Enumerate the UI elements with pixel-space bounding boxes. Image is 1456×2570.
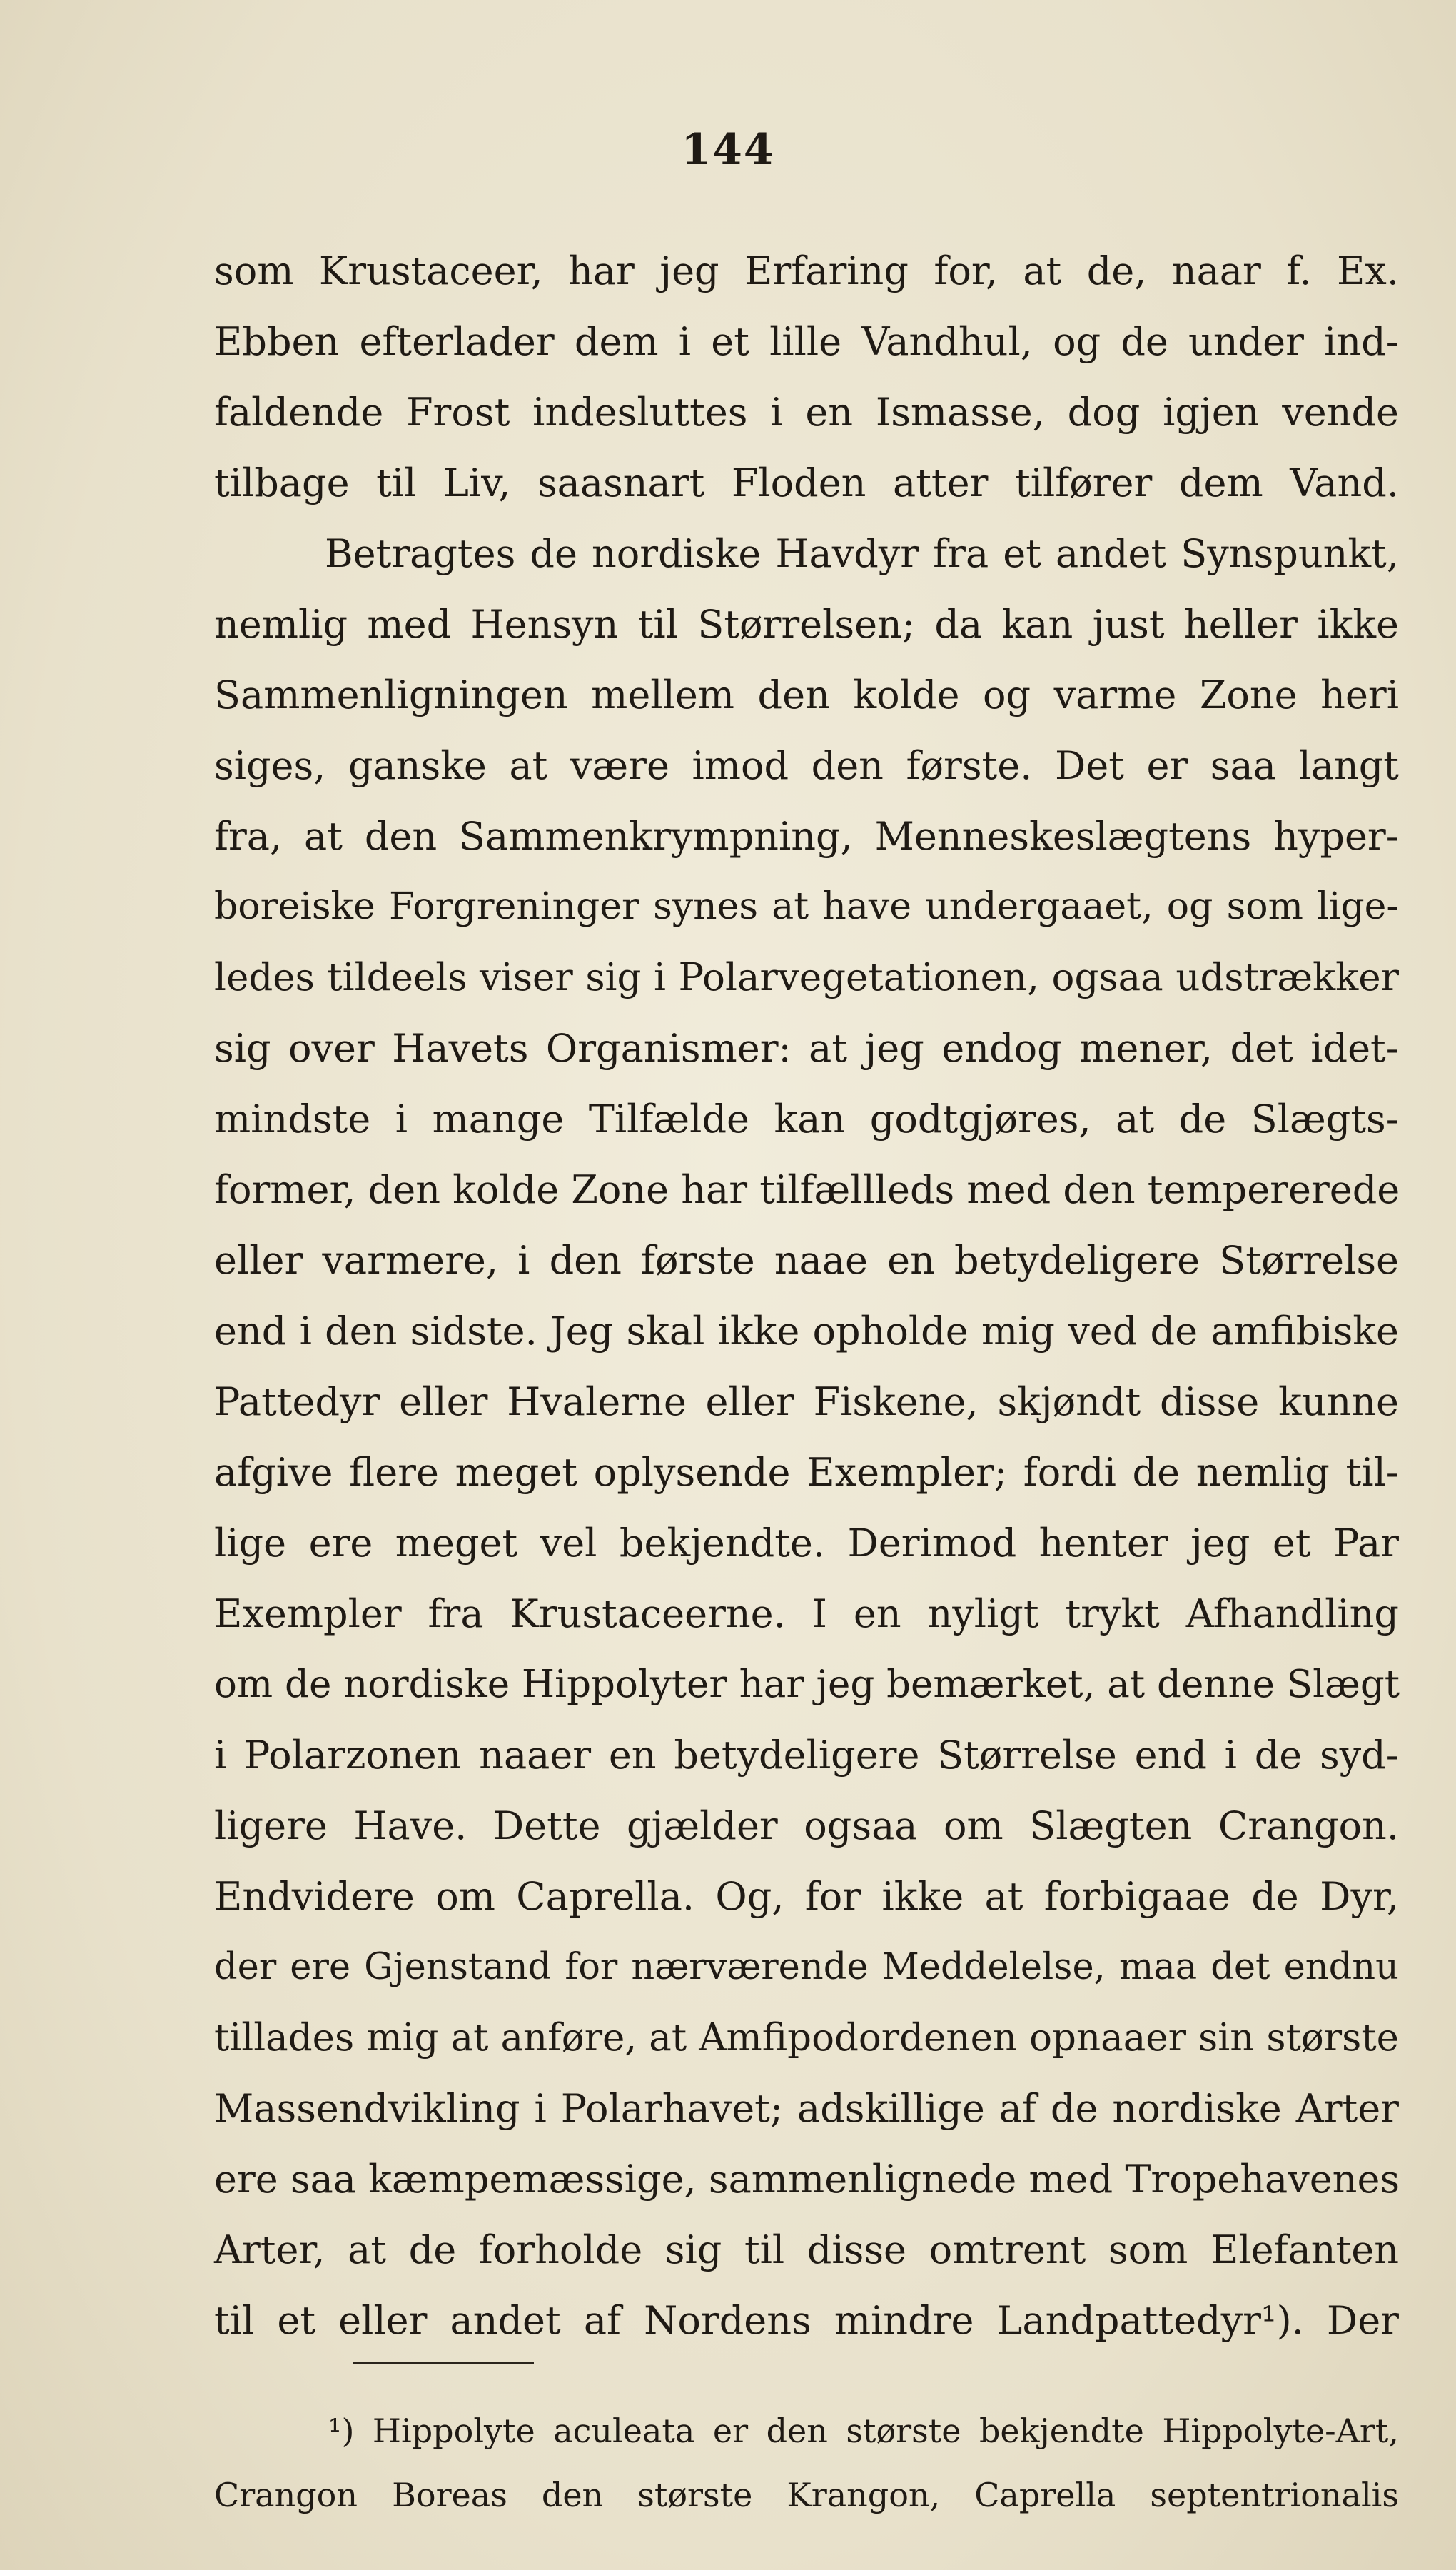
- text-line: til et eller andet af Nordens mindre Landpattedyr¹). Der: [214, 2298, 1399, 2343]
- text-line: i Polarzonen naaer en betydeligere Størrelse end i de syd-: [214, 1733, 1399, 1778]
- text-line: tilbage til Liv, saasnart Floden atter tilfører dem Vand.: [214, 460, 1399, 505]
- text-line: faldende Frost indesluttes i en Ismasse, dog igjen vende: [214, 390, 1399, 435]
- text-line: der ere Gjenstand for nærværende Meddelelse, maa det endnu: [214, 1946, 1399, 1988]
- text-line: afgive flere meget oplysende Exempler; fordi de nemlig til-: [214, 1450, 1399, 1495]
- text-line: Massendvikling i Polarhavet; adskillige af de nordiske Arter: [214, 2086, 1399, 2131]
- text-line: eller varmere, i den første naae en betydeligere Størrelse: [214, 1238, 1399, 1283]
- text-line: Exempler fra Krustaceerne. I en nyligt trykt Afhandling: [214, 1591, 1399, 1636]
- text-line: ledes tildeels viser sig i Polarvegetationen, ogsaa udstrækker: [214, 956, 1399, 999]
- text-line: Pattedyr eller Hvalerne eller Fiskene, skjøndt disse kunne: [214, 1379, 1399, 1424]
- footnote-line: ¹) Hippolyte aculeata er den største bekjendte Hippolyte-Art,: [328, 2412, 1399, 2450]
- text-line: ligere Have. Dette gjælder ogsaa om Slægten Crangon.: [214, 1803, 1399, 1848]
- text-line: end i den sidste. Jeg skal ikke opholde mig ved de amfibiske: [214, 1309, 1399, 1354]
- footnote-line: Crangon Boreas den største Krangon, Caprella septentrionalis: [214, 2476, 1399, 2514]
- text-line: Ebben efterlader dem i et lille Vandhul, og de under ind-: [214, 319, 1399, 364]
- text-line: Betragtes de nordiske Havdyr fra et andet Synspunkt,: [325, 531, 1399, 576]
- footnotes: [214, 2399, 1399, 2527]
- text-line: Arter, at de forholde sig til disse omtrent som Elefanten: [214, 2227, 1399, 2272]
- text-line: Sammenligningen mellem den kolde og varme Zone heri: [214, 672, 1399, 717]
- text-line: som Krustaceer, har jeg Erfaring for, at de, naar f. Ex.: [214, 248, 1399, 293]
- text-line: fra, at den Sammenkrympning, Menneskeslægtens hyper-: [214, 814, 1399, 859]
- text-line: nemlig med Hensyn til Størrelsen; da kan just heller ikke: [214, 602, 1399, 647]
- text-line: lige ere meget vel bekjendte. Derimod henter jeg et Par: [214, 1521, 1399, 1566]
- text-line: former, den kolde Zone har tilfællleds med den tempererede: [214, 1167, 1400, 1212]
- text-line: sig over Havets Organismer: at jeg endog mener, det idet-: [214, 1026, 1399, 1071]
- page-number: 144: [681, 125, 775, 175]
- text-line: boreiske Forgreninger synes at have undergaaet, og som lige-: [214, 885, 1399, 928]
- text-line: tillades mig at anføre, at Amfipodordenen opnaaer sin største: [214, 2016, 1399, 2060]
- text-line: Endvidere om Caprella. Og, for ikke at forbigaae de Dyr,: [214, 1874, 1399, 1919]
- body-text: [214, 236, 1399, 2356]
- text-line: om de nordiske Hippolyter har jeg bemærket, at denne Slægt: [214, 1663, 1400, 1706]
- footnote-divider: [353, 2362, 534, 2364]
- text-line: siges, ganske at være imod den første. Det er saa langt: [214, 743, 1399, 788]
- text-line: ere saa kæmpemæssige, sammenlignede med Tropehavenes: [214, 2157, 1400, 2202]
- text-line: mindste i mange Tilfælde kan godtgjøres, at de Slægts-: [214, 1097, 1399, 1142]
